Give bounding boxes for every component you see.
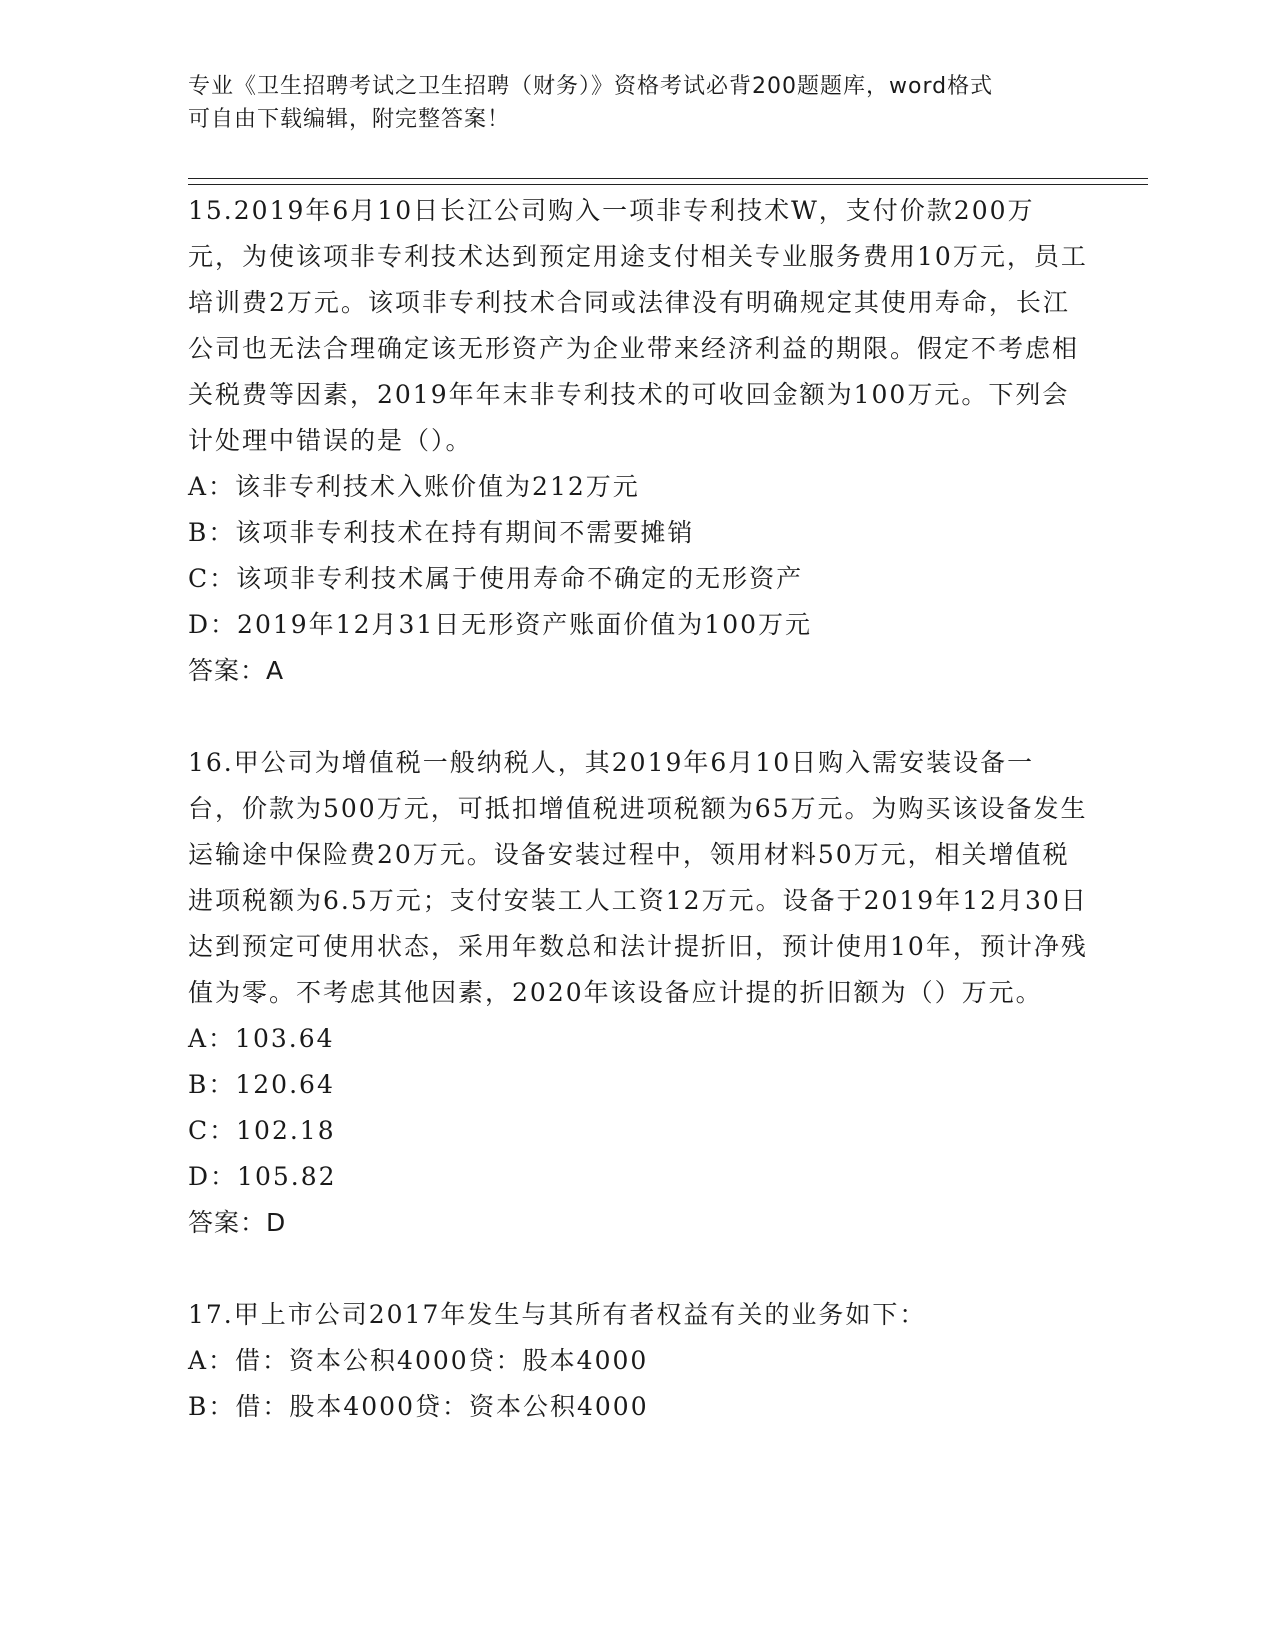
option-a: A：该非专利技术入账价值为212万元 xyxy=(188,472,640,501)
option-c: C：该项非专利技术属于使用寿命不确定的无形资产 xyxy=(188,564,804,593)
option-c: C：102.18 xyxy=(188,1116,336,1145)
answer: 答案：A xyxy=(188,656,285,685)
option-b: B：借：股本4000贷：资本公积4000 xyxy=(188,1392,649,1421)
question-gap xyxy=(188,694,1088,740)
question-stem: 17.甲上市公司2017年发生与其所有者权益有关的业务如下： xyxy=(188,1300,927,1329)
option-b: B：该项非专利技术在持有期间不需要摊销 xyxy=(188,518,695,547)
option-b: B：120.64 xyxy=(188,1070,335,1099)
question-list xyxy=(188,188,1088,1430)
answer: 答案：D xyxy=(188,1208,287,1237)
page-header xyxy=(188,70,1088,136)
question-17 xyxy=(188,1292,1088,1430)
option-d: D：2019年12月31日无形资产账面价值为100万元 xyxy=(188,610,813,639)
option-d: D：105.82 xyxy=(188,1162,337,1191)
option-a: A：103.64 xyxy=(188,1024,335,1053)
header-line-1: 专业《卫生招聘考试之卫生招聘（财务）》资格考试必背200题题库，word格式 xyxy=(188,74,994,99)
question-15 xyxy=(188,188,1088,694)
header-rule-second xyxy=(188,184,1148,185)
header-line-2: 可自由下载编辑，附完整答案！ xyxy=(188,107,511,132)
question-gap xyxy=(188,1246,1088,1292)
question-stem: 15.2019年6月10日长江公司购入一项非专利技术W，支付价款200万元，为使该项非专利技术达到预定用途支付相关专业服务费用10万元，员工培训费2万元。该项非专利技术合同或法律没有明确规定其使用寿命，长江公司也无法合理确定该无形资产为企业带来经济利益的期限。假定不考虑相关税费等因素，2019年年末非专利技术的可收回金额为100万元。下列会计处理中错误的是（）。 xyxy=(188,196,1088,455)
question-16 xyxy=(188,740,1088,1246)
option-a: A：借：资本公积4000贷：股本4000 xyxy=(188,1346,649,1375)
question-stem: 16.甲公司为增值税一般纳税人，其2019年6月10日购入需安装设备一台，价款为500万元，可抵扣增值税进项税额为65万元。为购买该设备发生运输途中保险费20万元。设备安装过程中，领用材料50万元，相关增值税进项税额为6.5万元；支付安装工人工资12万元。设备于2019年12月30日达到预定可使用状态，采用年数总和法计提折旧，预计使用10年，预计净残值为零。不考虑其他因素，2020年该设备应计提的折旧额为（）万元。 xyxy=(188,748,1088,1007)
header-rule xyxy=(188,178,1148,179)
